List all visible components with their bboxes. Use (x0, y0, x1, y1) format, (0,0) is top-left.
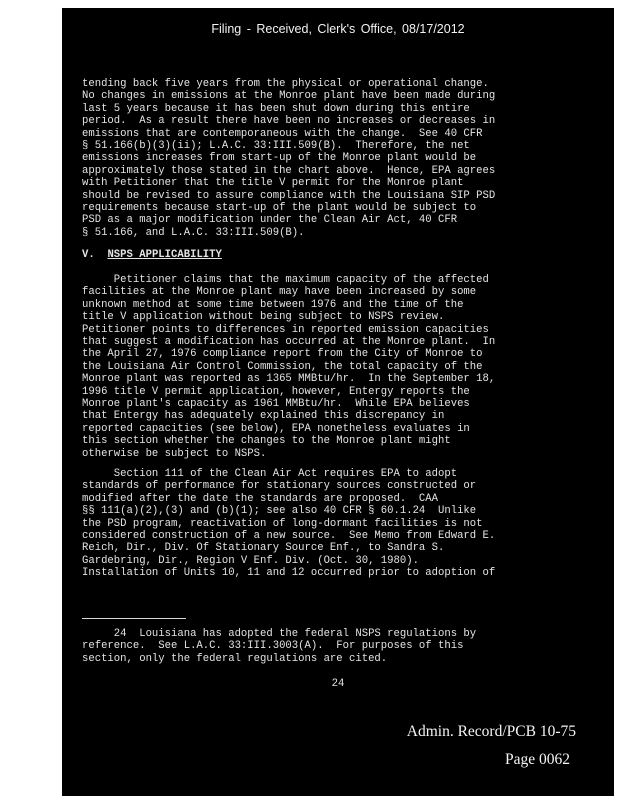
section-heading (82, 249, 222, 261)
section-title: NSPS APPLICABILITY (107, 249, 222, 261)
footnote-divider (82, 618, 186, 619)
document-page (62, 8, 614, 796)
filing-header: Filing - Received, Clerk's Office, 08/17/2012 (211, 22, 465, 36)
page-number: 24 (331, 678, 345, 690)
page-stamp: Page 0062 (504, 751, 570, 768)
admin-record-stamp: Admin. Record/PCB 10-75 (406, 723, 576, 740)
section-number: V. (82, 249, 95, 261)
paragraph-1: tending back five years from the physical or operational change. No changes in emissions at the Monroe plant have been made during last 5 years because it has been shut down during this entire period. As a result there have been no increases or decreases in emissions that are contemporaneous with the change. See 40 CFR § 51.166(b)(3)(ii); L.A.C. 33:III.509(B). Therefore, the net emissions increases from start-up of the Monroe plant would be approximately those stated in the chart above. Hence, EPA agrees with Petitioner that the title V permit for the Monroe plant should be revised to assure compliance with the Louisiana SIP PSD requirements because start-up of the plant would be subject to PSD as a major modification under the Clean Air Act, 40 CFR § 51.166, and L.A.C. 33:III.509(B). (82, 78, 496, 239)
paragraph-2: Petitioner claims that the maximum capacity of the affected facilities at the Monroe plant may have been increased by some unknown method at some time between 1976 and the time of the title V application without being subject to NSPS review. Petitioner points to differences in reported emission capacities that suggest a modification has occurred at the Monroe plant. In the April 27, 1976 compliance report from the City of Monroe to the Louisiana Air Control Commission, the total capacity of the Monroe plant was reported as 1365 MMBtu/hr. In the September 18, 1996 title V permit application, however, Entergy reports the Monroe plant's capacity as 1961 MMBtu/hr. While EPA believes that Entergy has adequately explained this discrepancy in reported capacities (see below), EPA nonetheless evaluates in this section whether the changes to the Monroe plant might otherwise be subject to NSPS. (82, 274, 496, 460)
paragraph-3: Section 111 of the Clean Air Act requires EPA to adopt standards of performance for stationary sources constructed or modified after the date the standards are proposed. CAA §§ 111(a)(2),(3) and (b)(1); see also 40 CFR § 60.1.24 Unlike the PSD program, reactivation of long-dormant facilities is not considered construction of a new source. See Memo from Edward E. Reich, Dir., Div. Of Stationary Source Enf., to Sandra S. Gardebring, Dir., Region V Enf. Div. (Oct. 30, 1980). Installation of Units 10, 11 and 12 occurred prior to adoption of (82, 468, 496, 580)
footnote-24: 24 Louisiana has adopted the federal NSPS regulations by reference. See L.A.C. 33:III.3003(A). For purposes of this section, only the federal regulations are cited. (82, 628, 477, 665)
